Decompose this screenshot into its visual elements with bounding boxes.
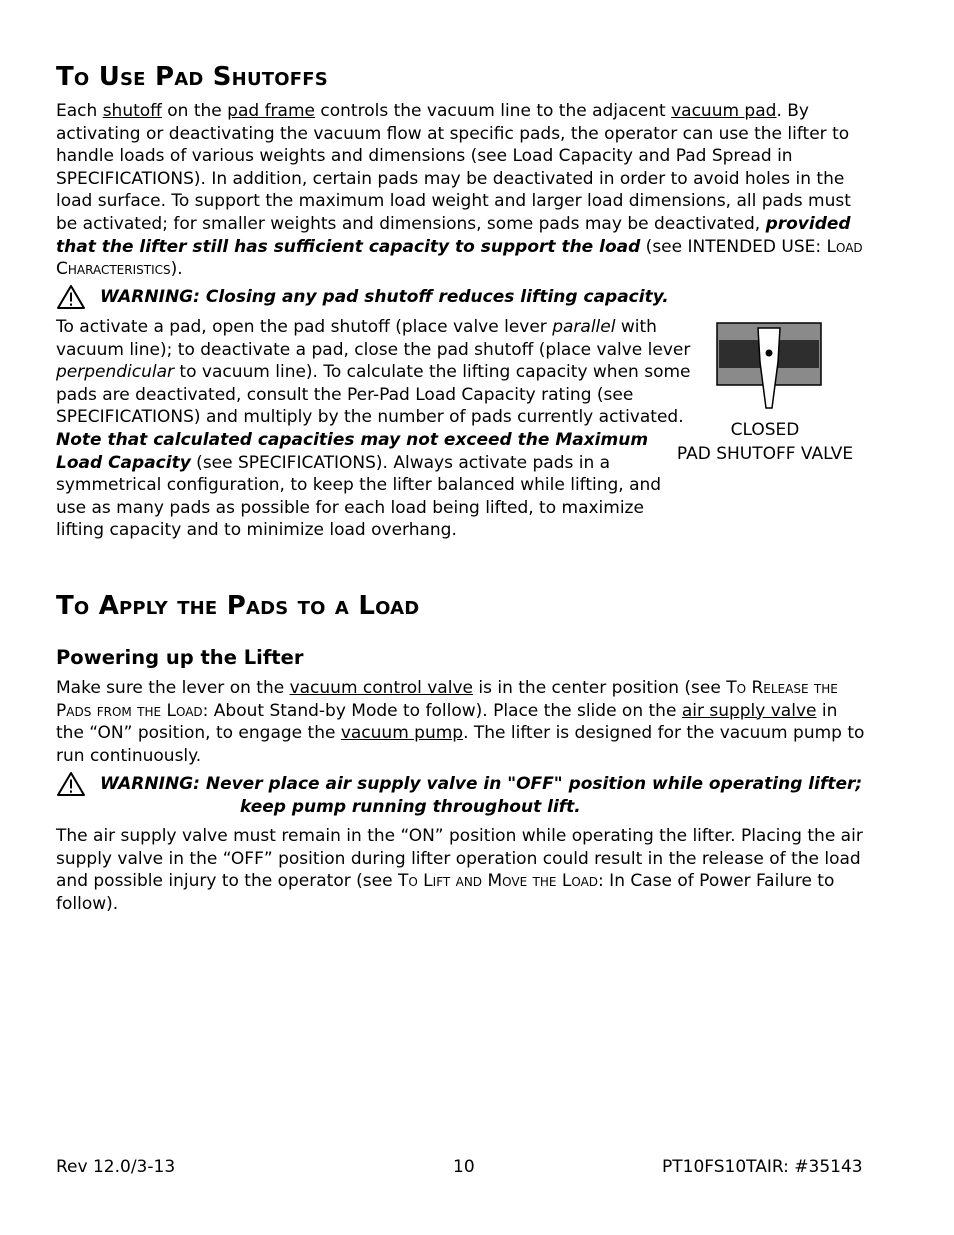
text: . The lifter is designed for the vacuum pump to run continuously.	[56, 723, 865, 766]
title-word: Pads	[226, 591, 289, 621]
warning-text-line-1: WARNING: Never place air supply valve in "OFF" position while operating lifter;	[100, 774, 863, 794]
paragraph-air-supply	[56, 825, 866, 915]
section-title-apply-pads	[56, 593, 419, 619]
text: Each	[56, 101, 103, 121]
text: ).	[170, 259, 183, 280]
text: : About Stand-by Mode to follow). Place the slide on the	[202, 700, 682, 721]
italic-text: parallel	[552, 317, 616, 337]
paragraph-shutoff-intro	[56, 100, 866, 281]
cross-reference: To Lift and Move the Load	[397, 871, 599, 892]
cross-reference: To Release the Pads from the Load	[56, 678, 838, 721]
warning-triangle-icon	[56, 771, 86, 797]
title-word: a	[334, 591, 350, 621]
paragraph-powering-up	[56, 677, 866, 767]
title-word: To	[56, 591, 90, 621]
title-word: to	[297, 591, 326, 621]
term-vacuum-pump: vacuum pump	[340, 723, 464, 744]
term-vacuum-pad: vacuum pad	[671, 101, 777, 121]
text: in the “ON” position, to engage the	[56, 700, 838, 744]
warning-triangle-icon	[56, 284, 86, 310]
text: on the	[161, 101, 228, 121]
warning-text-line-2: keep pump running throughout lift.	[240, 796, 581, 817]
title-word: To	[56, 62, 90, 92]
warning-text: WARNING: Closing any pad shutoff reduces lifting capacity.	[100, 287, 669, 307]
text: (see SPECIFICATIONS). Always activate pads in a symmetrical configuration, to keep the lifter balanced while lifting, and use as many pads as possible for each load being lifted, to maximize lifting capacity and to minimize load overhang.	[56, 452, 662, 541]
footer-page-number: 10	[453, 1157, 475, 1177]
emphasis-text: Note that calculated capacities may not exceed the Maximum Load Capacity	[56, 429, 649, 473]
subheading-powering-up: Powering up the Lifter	[56, 646, 304, 669]
text: The air supply valve must remain in the “ON” position while operating the lifter. Placing the air supply valve in the “OFF” position during lifter operation could result in the release of the load and possible injury to the operator (see	[56, 826, 863, 892]
caption-line: PAD SHUTOFF VALVE	[676, 444, 854, 464]
text: is in the center position (see	[472, 678, 727, 698]
text: to vacuum line). To calculate the lifting capacity when some pads are deactivated, consult the Per-Pad Load Capacity rating (see SPECIFICATIONS) and multiply by the number of pads currently activated.	[56, 362, 691, 428]
warning-air-supply	[56, 773, 876, 818]
italic-text: perpendicular	[56, 362, 175, 383]
section-title-pad-shutoffs	[56, 64, 328, 90]
text: (see INTENDED USE:	[640, 236, 827, 257]
text: Make sure the lever on the	[56, 678, 290, 698]
text: . By activating or deactivating the vacuum flow at specific pads, the operator can use the lifter to handle loads of various weights and dimensions (see Load Capacity and Pad Spread in SPECIFICATIONS). In addition, certain pads may be deactivated in order to avoid holes in the load surface. To support the maximum load weight and larger load dimensions, all pads must be activated; for smaller weights and dimensions, some pads may be deactivated,	[56, 101, 851, 234]
pad-shutoff-valve-figure	[716, 322, 822, 412]
text: : In Case of Power Failure to follow).	[56, 871, 835, 914]
title-word: Pad	[154, 62, 204, 92]
warning-pad-shutoff	[56, 286, 876, 309]
emphasis-text: provided that the lifter still has sufficient capacity to support the load	[56, 213, 851, 257]
cross-reference: Load Characteristics	[56, 236, 863, 280]
term-shutoff: shutoff	[102, 101, 162, 121]
footer-revision: Rev 12.0/3-13	[56, 1157, 176, 1177]
term-vacuum-control-valve: vacuum control valve	[289, 678, 473, 698]
title-word: Shutoffs	[212, 62, 328, 92]
text: with vacuum line); to deactivate a pad, close the pad shutoff (place valve lever	[56, 317, 691, 360]
term-pad-frame: pad frame	[227, 101, 315, 121]
text: To activate a pad, open the pad shutoff (place valve lever	[56, 317, 553, 337]
term-air-supply-valve: air supply valve	[681, 700, 817, 721]
paragraph-activate-pad	[56, 316, 692, 542]
caption-line: CLOSED	[730, 420, 800, 440]
valve-figure-caption	[664, 418, 866, 466]
title-word: Apply	[98, 591, 168, 621]
title-word: Use	[98, 62, 146, 92]
title-word: the	[177, 591, 218, 621]
title-word: Load	[358, 591, 420, 621]
text: controls the vacuum line to the adjacent	[315, 101, 672, 121]
footer-document-id: PT10FS10TAIR: #35143	[662, 1157, 863, 1177]
